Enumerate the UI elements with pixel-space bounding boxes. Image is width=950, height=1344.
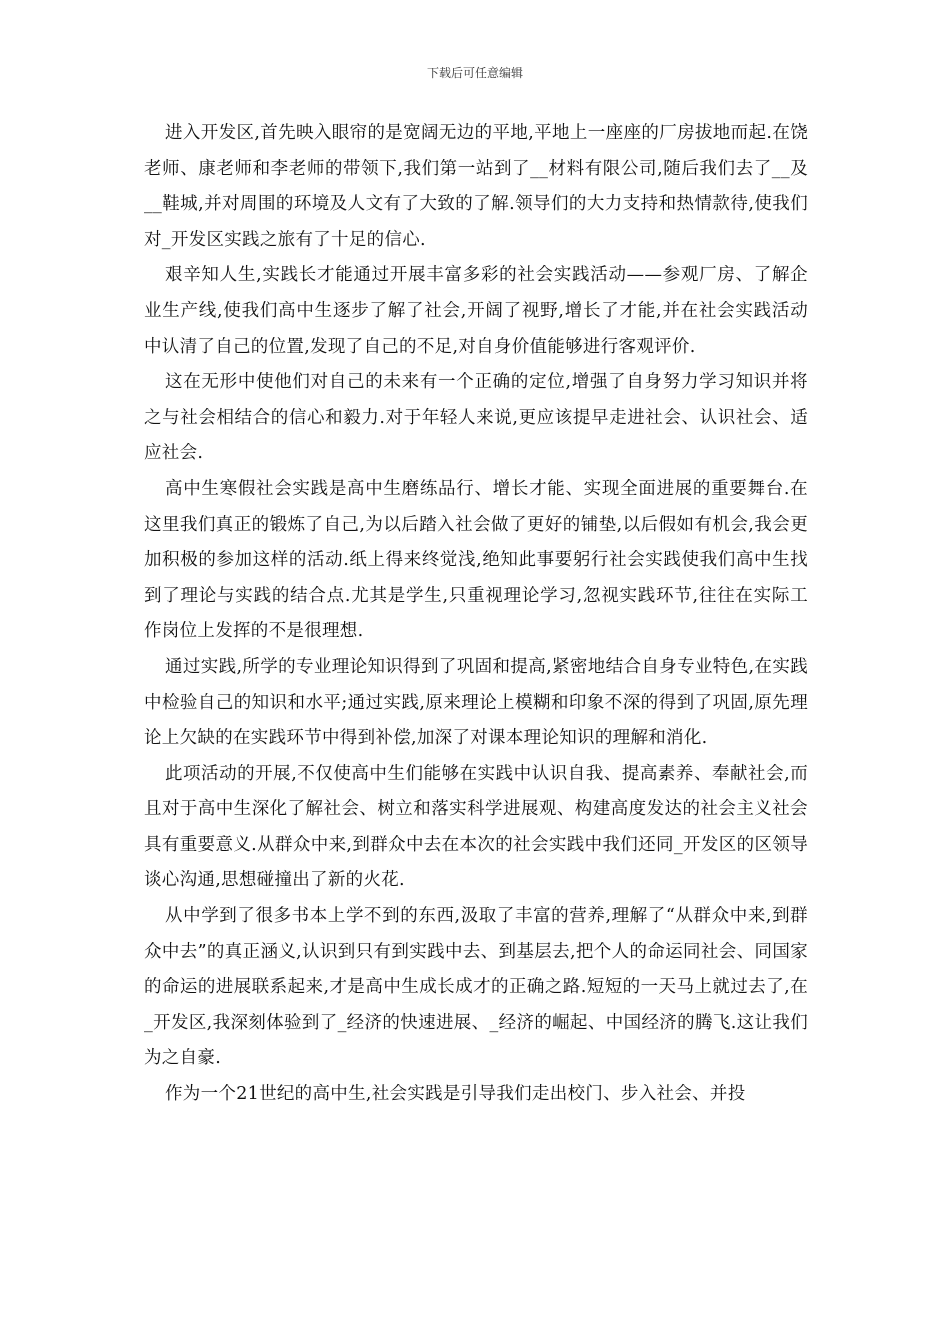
paragraph: 艰辛知人生,实践长才能通过开展丰富多彩的社会实践活动——参观厂房、了解企业生产线,使我们高中生逐步了解了社会,开阔了视野,增长了才能,并在社会实践活动中认清了自己的位置,发现了自己的不足,对自身价值能够进行客观评价. [144, 265, 808, 357]
paragraph: 进入开发区,首先映入眼帘的是宽阔无边的平地,平地上一座座的厂房拔地而起.在饶老师、康老师和李老师的带领下,我们第一站到了__材料有限公司,随后我们去了__及__鞋城,并对周围的环境及人文有了大致的了解.领导们的大力支持和热情款待,使我们对_开发区实践之旅有了十足的信心. [144, 123, 808, 250]
page-header: 下载后可任意编辑 [426, 66, 523, 80]
paragraph: 通过实践,所学的专业理论知识得到了巩固和提高,紧密地结合自身专业特色,在实践中检验自己的知识和水平;通过实践,原来理论上模糊和印象不深的得到了巩固,原先理论上欠缺的在实践环节中得到补偿,加深了对课本理论知识的理解和消化. [144, 656, 808, 749]
paragraph: 此项活动的开展,不仅使高中生们能够在实践中认识自我、提高素养、奉献社会,而且对于高中生深化了解社会、树立和落实科学进展观、构建高度发达的社会主义社会具有重要意义.从群众中来,到群众中去在本次的社会实践中我们还同_开发区的区领导谈心沟通,思想碰撞出了新的火花. [144, 763, 808, 891]
paragraph: 从中学到了很多书本上学不到的东西,汲取了丰富的营养,理解了“从群众中来,到群众中去”的真正涵义,认识到只有到实践中去、到基层去,把个人的命运同社会、同国家的命运的进展联系起来,才是高中生成长成才的正确之路.短短的一天马上就过去了,在_开发区,我深刻体验到了_经济的快速进展、_经济的崛起、中国经济的腾飞.这让我们为之自豪. [144, 906, 808, 1069]
paragraph: 这在无形中使他们对自己的未来有一个正确的定位,增强了自身努力学习知识并将之与社会相结合的信心和毅力.对于年轻人来说,更应该提早走进社会、认识社会、适应社会. [144, 372, 808, 464]
paragraph: 作为一个21世纪的高中生,社会实践是引导我们走出校门、步入社会、并投 [165, 1084, 746, 1105]
paragraph: 高中生寒假社会实践是高中生磨练品行、增长才能、实现全面进展的重要舞台.在这里我们真正的锻炼了自己,为以后踏入社会做了更好的铺垫,以后假如有机会,我会更加积极的参加这样的活动.纸上得来终觉浅,绝知此事要躬行社会实践使我们高中生找到了理论与实践的结合点.尤其是学生,只重视理论学习,忽视实践环节,往往在实际工作岗位上发挥的不是很理想. [144, 478, 808, 642]
document-body [144, 116, 808, 1113]
